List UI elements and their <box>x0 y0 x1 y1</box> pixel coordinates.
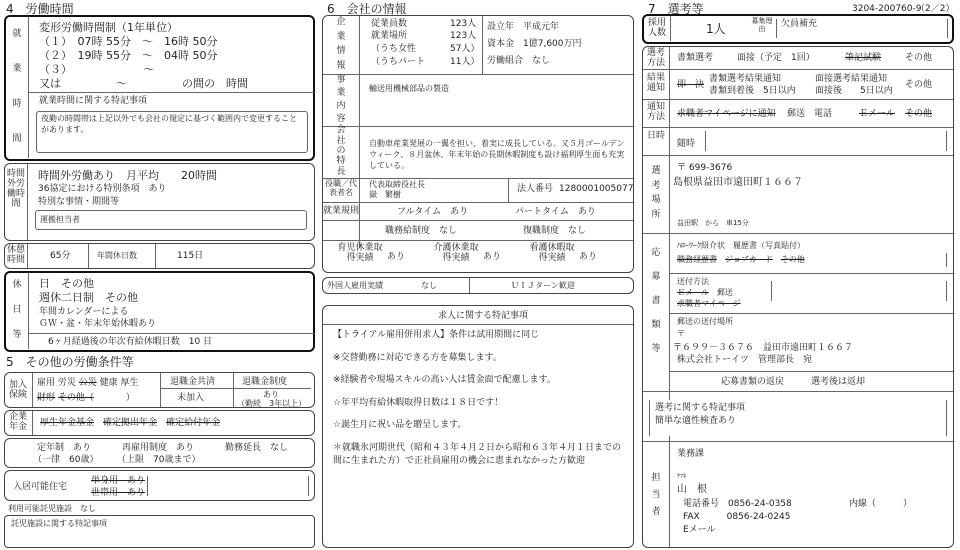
tanto-name: 山 根 <box>677 484 707 495</box>
kaisha-box <box>322 15 634 273</box>
tsuchi-label: 通知方法 <box>646 102 665 122</box>
shugyo-jikan-box <box>4 15 315 161</box>
part-val: 11人） <box>450 57 480 67</box>
kanyu-2c: ） <box>125 393 135 403</box>
taishoku-val: あり <box>263 390 279 399</box>
soufu-a: Ｅメール <box>677 288 709 297</box>
henrei: 応募書類の返戻 選考後は返却 <box>721 377 866 387</box>
uij: ＵＩＪターン歓迎 <box>511 281 575 290</box>
saikoyo: 再雇用制度 あり <box>122 443 195 453</box>
senko-tokki-val: 簡単な適性検査あり <box>655 416 737 426</box>
soufu-c: 求職者マイページ <box>677 299 741 308</box>
kyujitsu-1: 日 その他 <box>39 277 94 290</box>
yuso-label: 郵送の送付場所 <box>677 317 733 326</box>
tsuchi-a: 求職者マイページに通知 <box>677 109 776 119</box>
oubo-2a: 職務経歴書 <box>677 255 717 264</box>
yuso-to: 株式会社トーイツ 管理部長 宛 <box>677 355 813 365</box>
kanyu-2a: 財形 <box>37 393 56 403</box>
hojin-label: 法人番号 <box>517 184 554 194</box>
kyujitsu-5: 6ヶ月経過後の年次有給休暇日数 10 日 <box>48 337 213 347</box>
doc-id: 3204-200760-9 <box>852 4 922 14</box>
kyujitsu-label: 休 日 等 <box>12 279 22 341</box>
gaikoku-box <box>322 277 634 294</box>
kekka-b: 書類選考結果通知 <box>709 74 782 84</box>
kisoku-label: 就業規則 <box>323 206 360 216</box>
kanyu-1b: 公災 <box>78 378 97 388</box>
kekka-label: 結果通知 <box>646 73 665 93</box>
shugyo-label: 就 業 時 間 <box>12 28 22 145</box>
tsuchi-d: その他 <box>905 109 933 119</box>
kanyu-box <box>4 372 315 408</box>
senko-d: その他 <box>905 53 933 63</box>
nichiji-label: 日時 <box>646 131 665 141</box>
shift-2: （２） 19時 55分 ～ 04時 50分 <box>39 49 218 62</box>
shokumu: 職務給制度 なし <box>385 226 458 236</box>
jigyo: 輸送用機械部品の製造 <box>369 84 449 93</box>
senko-tokki: 選考に関する特記事項 <box>655 403 746 413</box>
senko-c: 筆記試験 <box>845 53 882 63</box>
tokki-line-4: ☆年平均有給休暇取得日数は１８日です！ <box>333 397 504 408</box>
senko-b: 面接（予定 1回） <box>737 53 815 63</box>
mikanyu: 未加入 <box>177 393 205 403</box>
parttime: パートタイム あり <box>515 207 596 217</box>
nyukyo-a: 単身用 あり <box>91 476 146 486</box>
shugyo-tokki-head: 就業時間に関する特記事項 <box>39 96 148 106</box>
taishoku-seido: 退職金制度 <box>242 377 288 387</box>
tokki-line-1: 【トライアル雇用併用求人】条件は試用期間に同じ <box>333 330 540 340</box>
ikuji-val: あり <box>387 252 406 262</box>
saiyo-box <box>642 14 954 44</box>
kyukei-box <box>4 243 315 269</box>
tanto-dept: 業務課 <box>677 449 705 459</box>
shihon: 資本金 1億7,600万円 <box>487 39 582 49</box>
kyujitsu-3: 年間カレンダーによる <box>39 307 129 317</box>
senko-a: 書類選考 <box>677 53 714 63</box>
jikangai-head: 時間外労働あり 月平均 20時間 <box>38 169 217 182</box>
soufu-b: 郵送 <box>716 288 733 297</box>
jikangai-box <box>4 163 315 241</box>
gaikoku-val: なし <box>421 281 437 290</box>
oubo-2b: ジョブカード <box>725 255 773 264</box>
part-label: （うちパート <box>371 57 426 67</box>
senko-label: 選考方法 <box>646 48 665 68</box>
kanyu-1c: 健康 厚生 <box>99 378 139 388</box>
kigyo-label: 企業年金 <box>8 412 27 432</box>
nyukyo-b: 世帯用 あり <box>91 488 146 498</box>
soufu-label: 送付方法 <box>677 277 709 286</box>
section4-title: 4 労働時間 <box>6 2 74 16</box>
nenkan-val: 115日 <box>177 251 204 261</box>
kanyu-1a: 雇用 労災 <box>37 378 76 388</box>
kyujin-tokki-title: 求人に関する特記事項 <box>438 311 529 321</box>
page-number: （2／2） <box>916 4 955 14</box>
yuso-addr: 〒６９９－３６７６ 益田市遠田町１６６７ <box>673 343 854 353</box>
jikangai-label: 時間外労働時間 <box>6 169 25 209</box>
kyujitsu-box <box>4 271 315 352</box>
daihyo-1: 代表取締役社長 <box>369 180 425 189</box>
tokubetsu-val: 運搬担当者 <box>35 210 307 230</box>
nenkan-label: 年間休日数 <box>97 251 137 260</box>
tokucho-label: 会 社 の 特 長 <box>336 125 346 177</box>
kekka-c: 書類到着後 5日以内 <box>709 86 796 96</box>
full: フルタイム あり <box>397 207 469 217</box>
soufu-bracket <box>771 281 947 301</box>
kigyo-nenkin-box <box>4 410 315 436</box>
saiyo-val: 1人 <box>706 22 726 36</box>
nyukyo-box <box>4 470 315 501</box>
teinen-box <box>4 438 315 468</box>
nichiji-val: 随時 <box>677 139 696 149</box>
mata-text: 又は ～ の間の 時間 <box>39 77 248 90</box>
saikoyo-sub: （上限 70歳まで） <box>117 455 201 465</box>
nyukyo-label: 入居可能住宅 <box>13 482 68 492</box>
station: 益田駅 から 車15分 <box>677 219 749 227</box>
shugyo-tokki-body: 夜勤の時間帯は上記以外でも会社の規定に基づく範囲内で変更することがあります。 <box>36 111 308 153</box>
takuji: 利用可能託児施設 なし <box>8 504 96 513</box>
tel: 電話番号 0856-24-0358 <box>683 499 792 509</box>
kyujitsu-4: ＧＷ・盆・年末年始休暇あり <box>39 319 157 329</box>
workplace-label: 就業場所 <box>371 31 408 41</box>
women-val: 57人） <box>450 44 480 54</box>
section7-title: 7 選考等 <box>648 2 704 16</box>
emp-label: 従業員数 <box>371 19 408 29</box>
addr: 島根県益田市遠田町１６６７ <box>673 177 803 188</box>
kyukei-label: 休憩時間 <box>6 245 25 265</box>
takuji-tokki: 託児施設に関する特記事項 <box>4 515 315 548</box>
oubo-2c: その他 <box>780 255 805 264</box>
tsuchi-b: 郵送 電話 <box>787 109 833 119</box>
teinen-sub: （一律 60歳） <box>33 455 99 465</box>
shift-3: （３） ～ <box>39 63 155 76</box>
kekka-d: 面接選考結果通知 <box>815 74 888 84</box>
fax: FAX 0856-24-0245 <box>683 512 791 522</box>
kyujitsu-2: 週休二日制 その他 <box>39 291 138 304</box>
tokki-line-6: ＊就職氷河期世代（昭和４３年４月２日から昭和６３年４月１日までの間に生まれた方）で正社員雇用の機会に恵まれなかった方歓迎 <box>333 442 622 466</box>
taishoku-sub: （勤続 3年以上） <box>237 399 307 408</box>
naisen: 内線（ ） <box>849 499 913 509</box>
tsuchi-c: Ｅメール <box>859 109 895 119</box>
emp-val: 123人 <box>450 19 477 29</box>
senko-box <box>642 46 954 548</box>
yakushoku-label: 役職／代表者名 <box>325 179 357 197</box>
yuso-zip: 〒 <box>677 329 685 338</box>
shugyo-head: 変形労働時間制（1年単位） <box>39 21 178 34</box>
gaikoku-label: 外国人雇用実績 <box>327 281 383 290</box>
kigyo-joho-label: 企 業 情 報 <box>336 17 346 71</box>
ikuji-label: 育児休業取得実績 <box>337 243 383 263</box>
boshu-val: 欠員補充 <box>776 19 948 38</box>
kigyo-b: 確定拠出年金 <box>103 418 158 428</box>
j36: 36協定における特別条項 あり <box>38 184 167 194</box>
email: Eメール <box>683 525 716 535</box>
kango-val: あり <box>579 252 598 262</box>
women-label: （うち女性 <box>371 44 417 54</box>
nyukyo-bracket <box>147 476 309 496</box>
shift-1: （１） 07時 55分 ～ 16時 50分 <box>39 35 218 48</box>
oubo-label: 応 募 書 類 等 <box>651 248 661 355</box>
boshu-label: 募集理由 <box>751 17 773 33</box>
tokki-line-3: ※経験者や現場スキルの高い人は賃金面で配慮します。 <box>333 375 556 385</box>
oubo-1: ﾊﾛｰﾜｰｸ紹介状 履歴書（写真貼付） <box>677 241 805 250</box>
tokki-line-5: ☆誕生月に祝い品を贈呈します。 <box>333 420 467 430</box>
tokucho: 自動車産業発展の一翼を担い、着実に成長している。又５月ゴールデンウィーク、８月盆休、年末年始の長期休暇制度も設け福利厚生面も充実している。 <box>369 139 625 171</box>
kekka-e: 面接後 5日以内 <box>815 86 893 96</box>
kumiai: 労働組合 なし <box>487 56 551 66</box>
fukushoku: 復職制度 なし <box>523 226 587 236</box>
nichiji-bracket <box>705 131 947 151</box>
kanyu-label: 加入保険 <box>8 380 27 400</box>
saiyo-label: 採用人数 <box>647 18 666 38</box>
taishoku-kyosai: 退職金共済 <box>170 377 216 387</box>
kanyu-2b: その他（ <box>57 393 94 403</box>
jigyo-label: 事 業 内 容 <box>336 74 346 124</box>
setsuritsu: 設立年 平成元年 <box>487 22 560 32</box>
oubo-bracket <box>787 253 947 267</box>
tokki-line-2: ※交替勤務に対応できる方を募集します。 <box>333 352 502 363</box>
kigyo-c: 確定給付年金 <box>166 418 221 428</box>
zip: 〒 699-3676 <box>677 163 733 173</box>
section5-title: 5 その他の労働条件等 <box>6 355 134 369</box>
kaigo-val: あり <box>483 252 502 262</box>
workplace-val: 123人 <box>450 31 477 41</box>
kaigo-label: 介護休業取得実績 <box>433 243 479 263</box>
kango-label: 看護休暇取得実績 <box>529 243 575 263</box>
kyujin-tokki-box <box>322 305 634 548</box>
hojin-val: 1280001005077 <box>559 184 634 194</box>
tokubetsu: 特別な事情・期間等 <box>38 197 120 207</box>
kekka-f: その他 <box>905 80 933 90</box>
kigyo-a: 厚生年金基金 <box>40 418 95 428</box>
tanto-label: 担 当 者 <box>651 473 661 517</box>
kinmu: 勤務延長 なし <box>225 443 289 453</box>
tanto-kana: ﾔﾏﾈ <box>677 473 687 480</box>
section6-title: 6 会社の情報 <box>327 2 407 16</box>
kekka-a: 即 決 <box>677 80 705 90</box>
basho-label: 選 考 場 所 <box>651 166 661 220</box>
teinen: 定年制 あり <box>37 443 92 453</box>
kyukei-val: 65分 <box>50 251 71 261</box>
daihyo-2: 嶽 繁樹 <box>369 190 401 199</box>
